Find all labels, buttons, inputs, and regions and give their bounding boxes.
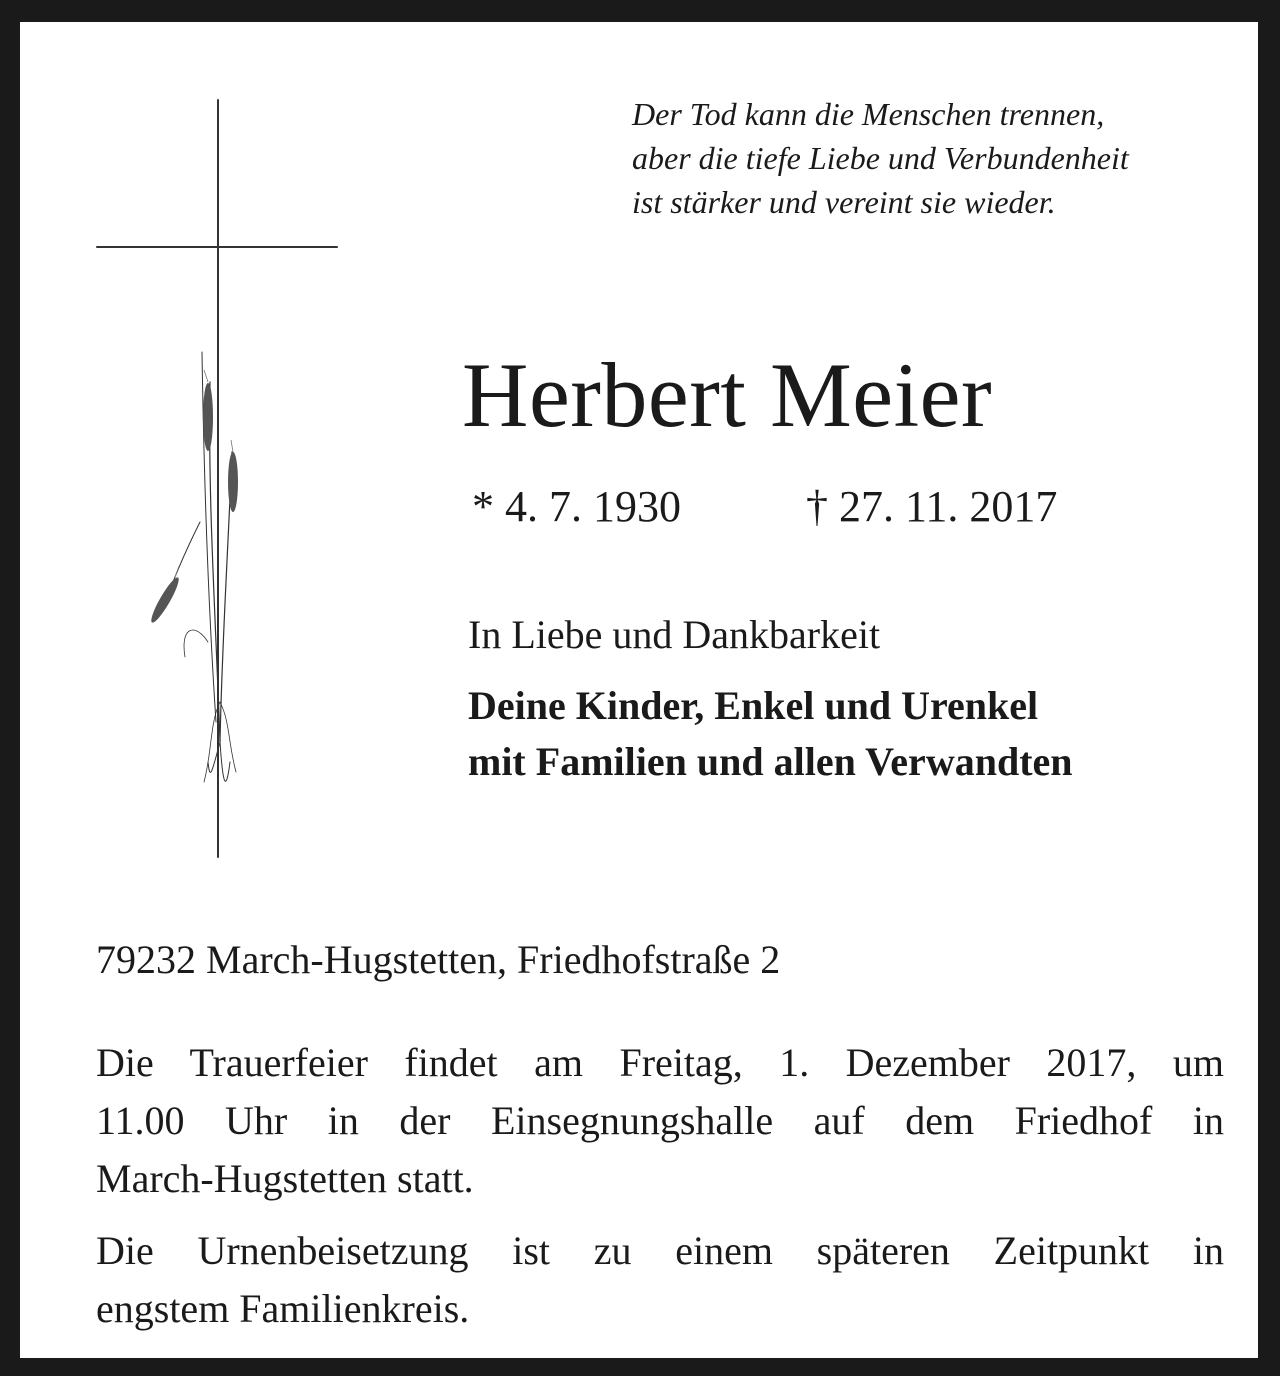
cross-with-wheat-icon <box>80 82 360 872</box>
memorial-quote <box>632 92 1252 224</box>
birth-date: * 4. 7. 1930 <box>472 482 681 531</box>
service-line: March-Hugstetten statt. <box>96 1156 474 1201</box>
mourners-list <box>468 678 1073 790</box>
burial-line: engstem Familienkreis. <box>96 1286 470 1331</box>
family-address: 79232 March-Hugstetten, Friedhofstraße 2 <box>96 937 781 982</box>
mourners-line: Deine Kinder, Enkel und Urenkel <box>468 683 1039 728</box>
farewell-line: In Liebe und Dankbarkeit <box>468 612 881 657</box>
quote-line: aber die tiefe Liebe und Verbundenheit <box>632 140 1129 176</box>
funeral-service-info <box>96 1034 1224 1208</box>
death-date: † 27. 11. 2017 <box>806 482 1058 531</box>
service-line: 11.00 Uhr in der Einsegnungshalle auf dem Friedhof in <box>96 1098 1224 1143</box>
service-line: Die Trauerfeier findet am Freitag, 1. Dezember 2017, um <box>96 1040 1224 1085</box>
quote-line: Der Tod kann die Menschen trennen, <box>632 96 1105 132</box>
quote-line: ist stärker und vereint sie wieder. <box>632 184 1056 220</box>
mourners-line: mit Familien und allen Verwandten <box>468 739 1073 784</box>
deceased-name: Herbert Meier <box>462 344 993 446</box>
urn-burial-info <box>96 1222 1224 1338</box>
burial-line: Die Urnenbeisetzung ist zu einem späteren Zeitpunkt in <box>96 1228 1224 1273</box>
